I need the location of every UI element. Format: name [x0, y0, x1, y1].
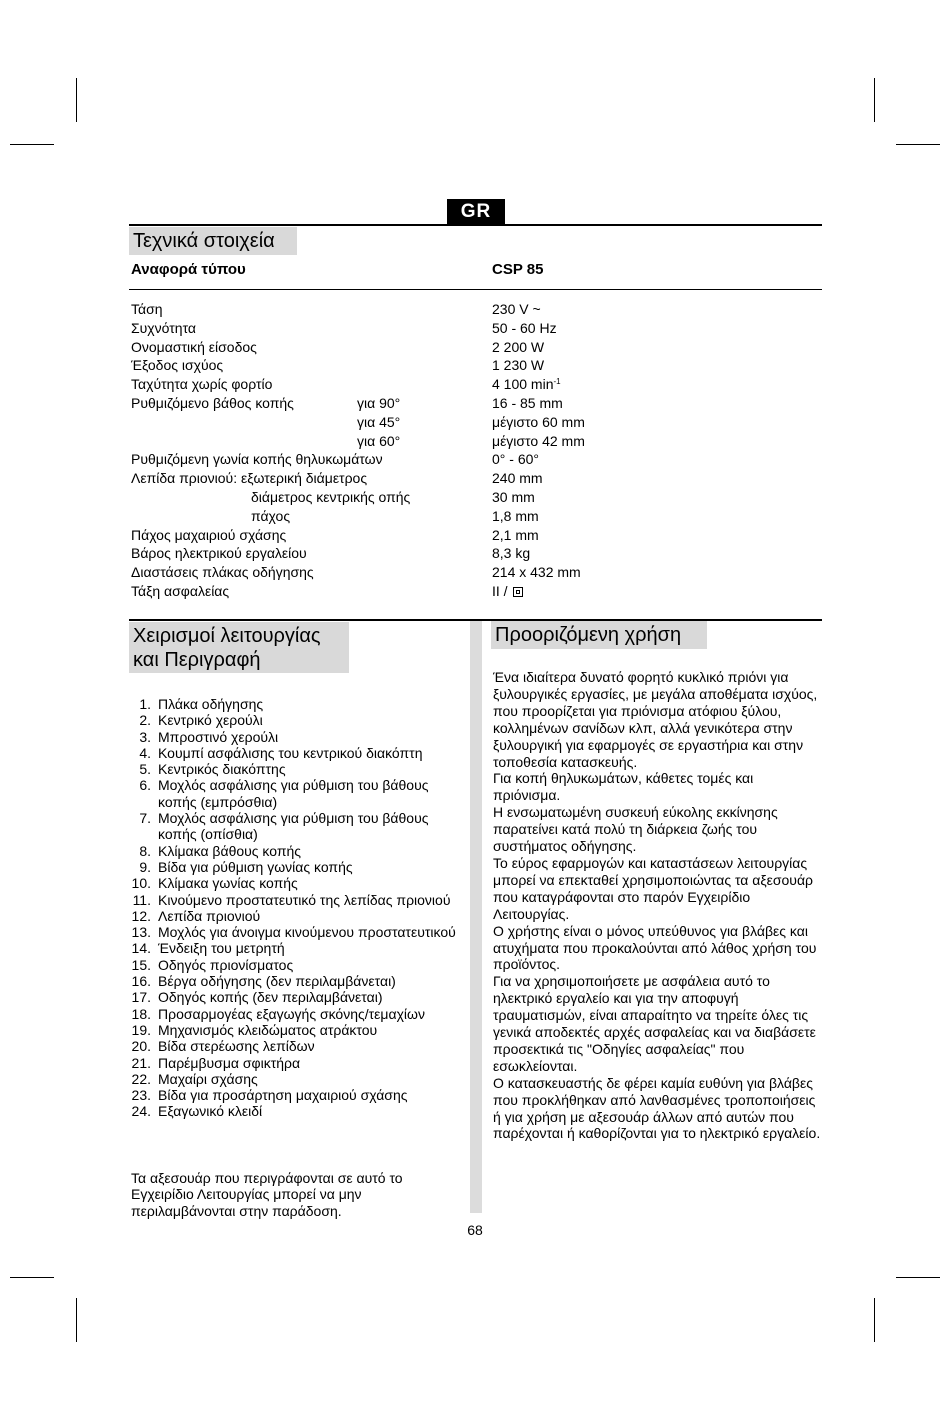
list-item [131, 957, 466, 973]
crop-mark [896, 1277, 940, 1278]
spec-value [492, 356, 544, 374]
intended-use-text [493, 669, 823, 1142]
list-item-text: Βέργα οδήγησης (δεν περιλαμβάνεται) [158, 973, 396, 990]
list-item-number: 9. [139, 858, 151, 875]
list-item-text: Προσαρμογέας εξαγωγής σκόνης/τεμαχίων [158, 1005, 425, 1022]
list-item [131, 1103, 466, 1119]
double-insulation-icon [513, 587, 523, 597]
ref-value: CSP 85 [492, 261, 544, 278]
spec-value-text: 214 x 432 mm [492, 564, 581, 581]
list-item-number: 21. [131, 1054, 151, 1071]
spec-value-text: 50 - 60 Hz [492, 319, 557, 336]
list-item-text: Ένδειξη του μετρητή [158, 940, 285, 957]
list-item [131, 1087, 466, 1103]
list-item [131, 761, 466, 777]
spec-label: Τάξη ασφαλείας [131, 583, 230, 599]
list-item [131, 777, 466, 810]
crop-mark [76, 1298, 77, 1342]
list-item-number: 6. [139, 777, 151, 794]
spec-value [492, 432, 585, 450]
list-item [131, 696, 466, 712]
intended-use-paragraph: Ένα ιδιαίτερα δυνατό φορητό κυκλικό πριόνι για ξυλουργικές εργασίες, με μεγάλα αποθέματα ισχύος, που προορίζεται για πριόνισμα ατόφιου ξύλου, κολλημένων σανίδων κλπ, αλλά γενικότερα στην ξυλουργική για εφαρμογές σε εργαστήρια και στην τοποθεσία κατασκευής. [493, 669, 818, 770]
crop-mark [76, 78, 77, 122]
intended-use-paragraph: Το εύρος εφαρμογών και καταστάσεων λειτουργίας μπορεί να επεκταθεί χρησιμοποιώντας τα αξεσουάρ που καταγράφονται στο παρόν Εγχειρίδιο Λειτουργίας. [493, 854, 814, 922]
spec-label: Τάση [131, 301, 163, 317]
spec-value-text: 0° - 60° [492, 451, 539, 468]
spec-label: Ρυθμιζόμενη γωνία κοπής θηλυκωμάτων [131, 451, 383, 468]
spec-value-text: 30 mm [492, 489, 535, 505]
spec-value [492, 300, 541, 318]
ref-rule [129, 289, 822, 290]
spec-label: Συχνότητα [131, 319, 196, 336]
intended-use-paragraph: Ο χρήστης είναι ο μόνος υπεύθυνος για βλάβες και ατυχήματα που προκαλούνται από λάθος χρήση του προϊόντος. [493, 922, 817, 973]
list-item [131, 940, 466, 956]
list-item-text: Οδηγός πριονίσματος [158, 956, 294, 973]
list-item-number: 19. [131, 1021, 151, 1038]
list-item [131, 924, 466, 940]
top-rule [129, 224, 822, 226]
list-item-text: Οδηγός κοπής (δεν περιλαμβάνεται) [158, 989, 383, 1006]
list-item-number: 11. [132, 891, 151, 908]
spec-value [492, 544, 530, 562]
spec-value-text: II / [492, 583, 512, 599]
list-item [131, 1022, 466, 1038]
list-item-text: Μηχανισμός κλειδώματος ατράκτου [158, 1021, 378, 1038]
spec-label: Βάρος ηλεκτρικού εργαλείου [131, 545, 307, 562]
controls-title-line2: και Περιγραφή [133, 649, 261, 671]
list-item-number: 5. [139, 761, 151, 778]
list-item-text: Παρέμβυσμα σφικτήρα [158, 1054, 301, 1071]
list-item-text: Κεντρικός διακόπτης [158, 761, 286, 778]
intended-use-title: Προοριζόμενη χρήση [491, 621, 707, 649]
list-item-number: 15. [131, 956, 151, 973]
crop-mark [896, 144, 940, 145]
language-badge: GR [447, 199, 505, 225]
list-item-number: 12. [131, 907, 151, 924]
intended-use-paragraph: Για να χρησιμοποιήσετε με ασφάλεια αυτό το ηλεκτρικό εργαλείο και για την αποφυγή τραυματισμών, είναι απαραίτητο να τηρείτε όλες τις γενικά αποδεκτές αρχές ασφαλείας και να διαβάσετε προσεκτικά τις "Οδηγίες ασφαλείας" που εσωκλείονται. [493, 973, 816, 1074]
list-item-number: 13. [131, 924, 151, 941]
spec-label: Ονομαστική είσοδος [131, 338, 257, 355]
spec-value [492, 488, 535, 506]
spec-value [492, 507, 539, 525]
list-item [131, 1006, 466, 1022]
controls-title-line1: Χειρισμοί λειτουργίας [133, 625, 321, 647]
spec-value [492, 582, 523, 600]
list-item [131, 973, 466, 989]
spec-value-text: 1,8 mm [492, 507, 539, 524]
spec-value [492, 526, 539, 544]
spec-sublabel: για 45° [357, 413, 401, 430]
list-item [131, 1038, 466, 1054]
list-item-text: Λεπίδα πριονιού [158, 907, 261, 924]
list-item-number: 2. [139, 712, 151, 729]
spec-value [492, 469, 543, 487]
spec-label: Διαστάσεις πλάκας οδήγησης [131, 564, 314, 581]
spec-value [492, 338, 544, 356]
list-item-text: Κουμπί ασφάλισης του κεντρικού διακόπτη [158, 744, 423, 761]
list-item-number: 18. [131, 1005, 151, 1022]
list-item-text: Βίδα για ρύθμιση γωνίας κοπής [158, 858, 353, 875]
spec-label: Ταχύτητα χωρίς φορτίο [131, 376, 273, 393]
list-item-number: 4. [139, 744, 151, 761]
spec-sublabel: για 60° [357, 432, 401, 449]
spec-value [492, 450, 539, 468]
list-item-number: 16. [131, 973, 151, 990]
list-item [131, 843, 466, 859]
accessory-note: Τα αξεσουάρ που περιγράφονται σε αυτό το Εγχειρίδιο Λειτουργίας μπορεί να μην περιλαμβάνονται στην παράδοση. [131, 1170, 403, 1219]
spec-value-text: μέγιστο 60 mm [492, 413, 585, 430]
spec-value-text: 240 mm [492, 470, 543, 487]
list-item-text: Κλίμακα γωνίας κοπής [158, 875, 298, 892]
list-item-number: 14. [131, 940, 151, 957]
list-item [131, 875, 466, 891]
spec-sublabel: για 90° [357, 395, 401, 411]
list-item-number: 23. [131, 1087, 151, 1104]
list-item-text: Μοχλός ασφάλισης για ρύθμιση του βάθους κοπής (εμπρόσθια) [158, 777, 429, 810]
controls-title [129, 622, 349, 673]
list-item [131, 810, 466, 843]
spec-value [492, 563, 581, 581]
list-item-number: 10. [131, 875, 151, 892]
list-item-number: 3. [139, 728, 151, 745]
crop-mark [10, 1277, 54, 1278]
list-item-text: Κινούμενο προστατευτικό της λεπίδας πριονιού [158, 891, 451, 908]
intended-use-paragraph: Η ενσωματωμένη συσκευή εύκολης εκκίνησης παρατείνει κατά πολύ τη διάρκεια ζωής του συστήματος οδήγησης. [493, 804, 778, 855]
ref-label: Αναφορά τύπου [131, 261, 246, 278]
list-item [131, 745, 466, 761]
spec-label: Έξοδος ισχύος [131, 357, 224, 374]
list-item [131, 892, 466, 908]
list-item-text: Πλάκα οδήγησης [158, 696, 264, 712]
spec-value [492, 319, 557, 337]
list-item-number: 17. [131, 989, 151, 1006]
crop-mark [10, 144, 54, 145]
list-item [131, 989, 466, 1005]
spec-value-exponent: -1 [553, 377, 561, 387]
list-item [131, 729, 466, 745]
list-item-text: Μαχαίρι σχάσης [158, 1070, 258, 1087]
list-item [131, 1071, 466, 1087]
spec-value-text: 2,1 mm [492, 526, 539, 543]
list-item [131, 859, 466, 875]
crop-mark [874, 1298, 875, 1342]
column-divider [470, 621, 482, 1213]
spec-label: πάχος [251, 507, 291, 524]
spec-value-text: 230 V ~ [492, 301, 541, 317]
spec-value [492, 413, 585, 431]
list-item [131, 1055, 466, 1071]
list-item-number: 22. [131, 1070, 151, 1087]
page-number: 68 [467, 1222, 483, 1238]
list-item-text: Βίδα στερέωσης λεπίδων [158, 1038, 315, 1055]
crop-mark [874, 78, 875, 122]
spec-value-text: 1 230 W [492, 357, 545, 374]
intended-use-paragraph: Για κοπή θηλυκωμάτων, κάθετες τομές και πριόνισμα. [493, 770, 754, 804]
spec-label: Πάχος μαχαιριού σχάσης [131, 526, 287, 543]
list-item-text: Μπροστινό χερούλι [158, 728, 279, 745]
spec-label: Ρυθμιζόμενο βάθος κοπής [131, 395, 294, 411]
parts-list [131, 696, 466, 1120]
list-item-text: Βίδα για προσάρτηση μαχαιριού σχάσης [158, 1087, 408, 1104]
spec-value-text: 4 100 min [492, 376, 554, 393]
spec-value [492, 375, 561, 393]
list-item-text: Εξαγωνικό κλειδί [158, 1103, 263, 1120]
list-item [131, 712, 466, 728]
spec-value-text: 8,3 kg [492, 545, 531, 562]
list-item-number: 20. [131, 1038, 151, 1055]
list-item-number: 1. [139, 696, 151, 712]
intended-use-paragraph: Ο κατασκευαστής δε φέρει καμία ευθύνη για βλάβες που προκλήθηκαν από λανθασμένες τροποποιήσεις ή για χρήση με αξεσουάρ άλλων από αυτών που παρέχονται ή καθορίζονται για το ηλεκτρικό εργαλείο. [493, 1074, 821, 1142]
list-item-text: Κλίμακα βάθους κοπής [158, 842, 302, 859]
spec-value-text: 2 200 W [492, 338, 545, 355]
tech-data-title: Τεχνικά στοιχεία [129, 227, 297, 255]
spec-label: Λεπίδα πριονιού: εξωτερική διάμετρος [131, 470, 368, 487]
spec-value [492, 394, 563, 412]
list-item-text: Κεντρικό χερούλι [158, 712, 263, 729]
spec-value-text: 16 - 85 mm [492, 395, 563, 411]
list-item-number: 8. [139, 842, 151, 859]
spec-label: διάμετρος κεντρικής οπής [251, 489, 411, 505]
spec-value-text: μέγιστο 42 mm [492, 432, 585, 449]
list-item-text: Μοχλός ασφάλισης για ρύθμιση του βάθους κοπής (οπίσθια) [158, 810, 429, 843]
list-item-text: Μοχλός για άνοιγμα κινούμενου προστατευτικού [158, 924, 456, 941]
list-item [131, 908, 466, 924]
list-item-number: 24. [131, 1103, 151, 1120]
list-item-number: 7. [139, 810, 151, 827]
